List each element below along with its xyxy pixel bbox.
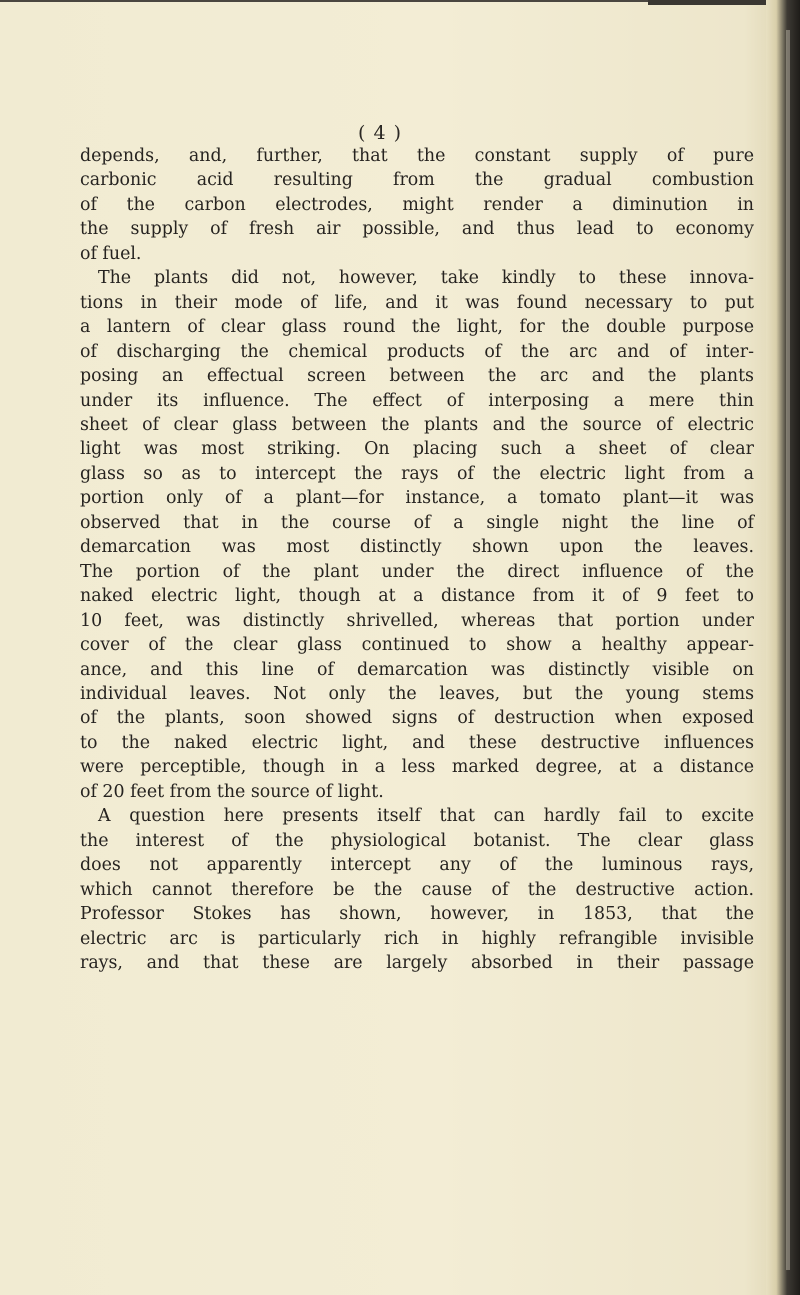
text-line: light was most striking. On placing such a sheet of clear bbox=[80, 439, 754, 460]
text-line: portion only of a plant—for instance, a tomato plant—it was bbox=[80, 488, 754, 509]
text-line: individual leaves. Not only the leaves, but the young stems bbox=[80, 683, 754, 704]
text-line: electric arc is particularly rich in highly refrangible invisible bbox=[80, 928, 754, 949]
binding-edge bbox=[766, 0, 800, 1295]
text-line: ance, and this line of demarcation was distinctly visible on bbox=[80, 659, 754, 680]
text-line: rays, and that these are largely absorbed in their passage bbox=[80, 952, 754, 973]
text-line: observed that in the course of a single night the line of bbox=[80, 512, 754, 533]
text-line: does not apparently intercept any of the luminous rays, bbox=[80, 855, 754, 876]
text-line: a lantern of clear glass round the light, for the double purpose bbox=[80, 317, 754, 338]
text-line: posing an effectual screen between the arc and the plants bbox=[80, 366, 754, 387]
text-line: 10 feet, was distinctly shrivelled, whereas that portion under bbox=[80, 610, 754, 631]
text-line: sheet of clear glass between the plants and the source of electric bbox=[80, 414, 754, 435]
text-line: glass so as to intercept the rays of the electric light from a bbox=[80, 463, 754, 484]
text-line: of discharging the chemical products of the arc and of inter- bbox=[80, 341, 754, 362]
text-line: were perceptible, though in a less marked degree, at a distance bbox=[80, 757, 754, 778]
text-line: naked electric light, though at a distance from it of 9 feet to bbox=[80, 586, 754, 607]
text-line: demarcation was most distinctly shown upon the leaves. bbox=[80, 537, 754, 558]
text-line: Professor Stokes has shown, however, in 1853, that the bbox=[80, 904, 754, 925]
text-line: depends, and, further, that the constant supply of pure bbox=[80, 146, 754, 166]
text-line: of fuel. bbox=[80, 243, 142, 264]
text-line: to the naked electric light, and these destructive influences bbox=[80, 732, 754, 753]
text-line: A question here presents itself that can hardly fail to excite bbox=[98, 806, 754, 827]
text-line: carbonic acid resulting from the gradual combustion bbox=[80, 170, 754, 191]
text-line: cover of the clear glass continued to show a healthy appear- bbox=[80, 635, 754, 656]
body-text bbox=[80, 144, 754, 975]
text-line: the interest of the physiological botanist. The clear glass bbox=[80, 830, 754, 851]
binding-edge-highlight bbox=[786, 30, 790, 1270]
text-line: the supply of fresh air possible, and thus lead to economy bbox=[80, 219, 754, 240]
text-line: The portion of the plant under the direct influence of the bbox=[80, 561, 754, 582]
page-number: ( 4 ) bbox=[358, 122, 402, 144]
text-line: which cannot therefore be the cause of the destructive action. bbox=[80, 879, 754, 900]
text-line: under its influence. The effect of interposing a mere thin bbox=[80, 390, 754, 411]
text-line: The plants did not, however, take kindly to these innova- bbox=[98, 268, 754, 289]
text-line: of the carbon electrodes, might render a diminution in bbox=[80, 194, 754, 215]
text-line: tions in their mode of life, and it was found necessary to put bbox=[80, 292, 754, 313]
text-line: of 20 feet from the source of light. bbox=[80, 781, 384, 802]
text-line: of the plants, soon showed signs of destruction when exposed bbox=[80, 708, 754, 729]
